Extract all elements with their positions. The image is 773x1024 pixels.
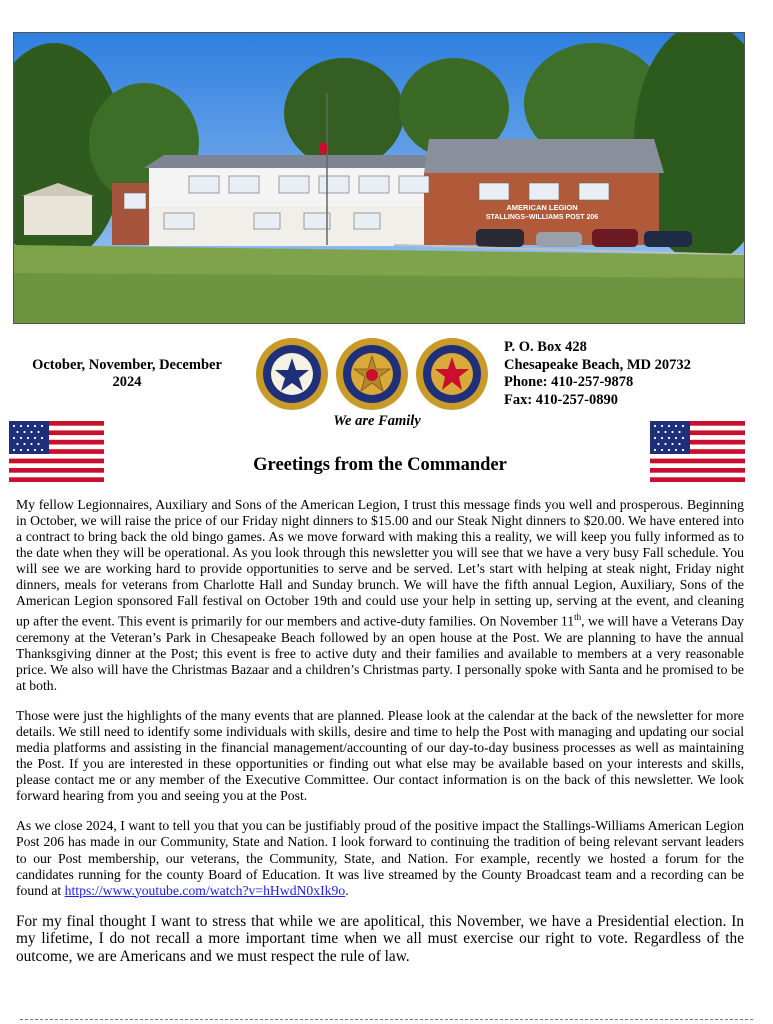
paragraph-3-text: As we close 2024, I want to tell you that you can be justifiably proud of the positive impact the Stallings-Williams American Legion Post 206 has made in our Community, State and Nation. I look forward to continuing the tradition of being relevant servant leaders to our Post membership, our veterans, the Community, State, and Nation. For example, recently we hosted a forum for the candidates running for the county Board of Education. It was live streamed by the County Broadcast team and a recording can be found at: [16, 818, 744, 898]
paragraph-1-part-a: My fellow Legionnaires, Auxiliary and Sons of the American Legion, I trust this message finds you well and prosperous. Beginning in October, we will raise the price of our Friday night dinners to $15.00 and our Steak Night dinners to $20.00. We have entered into a contract to bring back the old bingo games. As we move forward with making this a reality, we will keep you fully informed as to the date when they will be operational. As you look through this newsletter you will see that we have a very busy Fall schedule. You will see we are working hard to provide opportunities to serve and be served. Let’s start with helping at steak night, Friday night dinners, meals for veterans from Charlotte Hall and Sunday brunch. We will have the fifth annual Legion, Auxiliary, Sons of the American Legion sponsored Fall festival on October 19th and could use your help in setting up, serving at the event, and cleaning up after the event. This event is primarily for our members and active-duty families. On November 11: [16, 497, 744, 629]
paragraph-4: For my final thought I want to stress that while we are apolitical, this November, we have a Presidential election. In my lifetime, I do not recall a more important time when we all must exercise our right to vote. Regardless of the outcome, we are Americans and we must respect the rule of law.: [16, 912, 744, 965]
paragraph-1: [16, 497, 744, 694]
youtube-recording-link[interactable]: https://www.youtube.com/watch?v=hHwdN0xIk9o: [64, 882, 346, 898]
paragraph-2: Those were just the highlights of the many events that are planned. Please look at the calendar at the back of the newsletter for more details. We still need to identify some individuals with skills, desire and time to help the Post with managing and updating our social media platforms and assisting in the financial management/accounting of our day-to-day business processes as well as maintaining the Post. If you are interested in these opportunities or finding out what else may be available based on your interests and skills, please contact me or any member of the Executive Committee. Our contact information is on the back of this newsletter. We look forward hearing from you and seeing you at the Post.: [16, 708, 744, 804]
motto: We are Family: [333, 413, 421, 429]
paragraph-1-part-b: , we will have a Veterans Day ceremony at the Veteran’s Park in Chesapeake Beach followed by an open house at the Post. We are planning to have the annual Thanksgiving dinner at the Post; this event is free to active duty and their families and available to members at a very reasonable price. We also will have the Christmas Bazaar and a children’s Christmas party. I personally spoke with Santa and he promised to be at both.: [16, 613, 744, 694]
address-po-box: P. O. Box 428: [504, 339, 587, 355]
sons-emblem-icon: [414, 336, 490, 412]
address-phone: Phone: 410-257-9878: [504, 374, 634, 390]
dashed-divider: [20, 1019, 753, 1020]
us-flag-right-icon: [650, 421, 745, 482]
building-sign-line1: AMERICAN LEGION: [506, 203, 578, 212]
commander-letter: [16, 497, 744, 979]
post-address: [504, 339, 691, 409]
dates-year: 2024: [112, 374, 142, 390]
legion-emblem-icon: [334, 336, 410, 412]
building-sign-line2: STALLINGS–WILLIAMS POST 206: [485, 214, 599, 221]
paragraph-3-end: .: [345, 882, 349, 898]
dates-months: October, November, December: [32, 357, 222, 373]
ordinal-suffix: th: [574, 612, 582, 623]
address-fax: Fax: 410-257-0890: [504, 391, 618, 408]
paragraph-3: [16, 818, 744, 898]
us-flag-left-icon: [9, 421, 104, 482]
article-title: Greetings from the Commander: [253, 455, 507, 475]
auxiliary-emblem-icon: [254, 336, 330, 412]
post-building-photo: [13, 32, 745, 324]
newsletter-dates: [16, 357, 238, 391]
address-city: Chesapeake Beach, MD 20732: [504, 356, 691, 373]
